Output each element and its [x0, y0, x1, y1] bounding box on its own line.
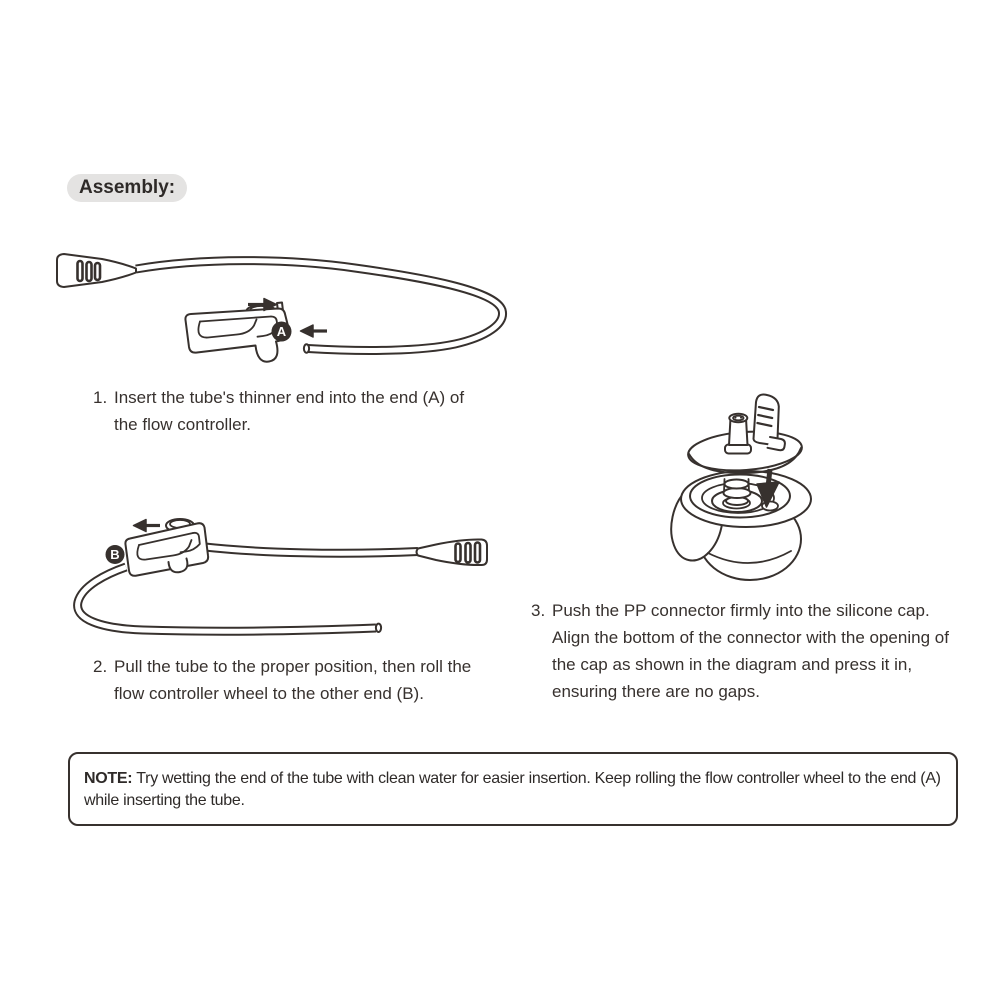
label-a-badge: [272, 322, 292, 342]
step-1-text: Insert the tube's thinner end into the end (A) of the flow controller.: [114, 388, 465, 434]
svg-text:B: B: [110, 547, 120, 562]
label-b-badge: [106, 545, 125, 564]
step-3-number: 3.: [531, 601, 546, 620]
step-2-number: 2.: [93, 657, 108, 676]
note-label: NOTE:: [84, 770, 133, 787]
assembly-section-label: Assembly:: [67, 174, 187, 202]
note-text: Try wetting the end of the tube with clean water for easier insertion. Keep rolling the flow controller wheel to the end (A) while inserting the tube.: [84, 770, 941, 809]
step-3-text: Push the PP connector firmly into the silicone cap. Align the bottom of the connector with the opening of the cap as shown in the diagram and press it in, ensuring there are no gaps.: [552, 601, 949, 701]
figure-tube-flow-controller-end-a: [50, 240, 530, 370]
step-3: [531, 597, 957, 705]
step-2: [93, 653, 488, 707]
tube-open-tip: [304, 344, 309, 352]
tube-open-tip: [376, 624, 381, 632]
figure-tube-flow-controller-end-b: [40, 510, 510, 650]
step-2-text: Pull the tube to the proper position, then roll the flow controller wheel to the other end (B).: [114, 657, 472, 703]
tube-paddle-end: [57, 254, 136, 287]
arrow-left-icon: [301, 325, 328, 337]
svg-text:A: A: [276, 324, 287, 339]
figure-pp-connector-silicone-cap: [650, 385, 870, 590]
note-box: [68, 752, 958, 826]
arrow-left-icon: [134, 520, 161, 532]
step-1: [93, 384, 482, 438]
step-1-number: 1.: [93, 388, 108, 407]
